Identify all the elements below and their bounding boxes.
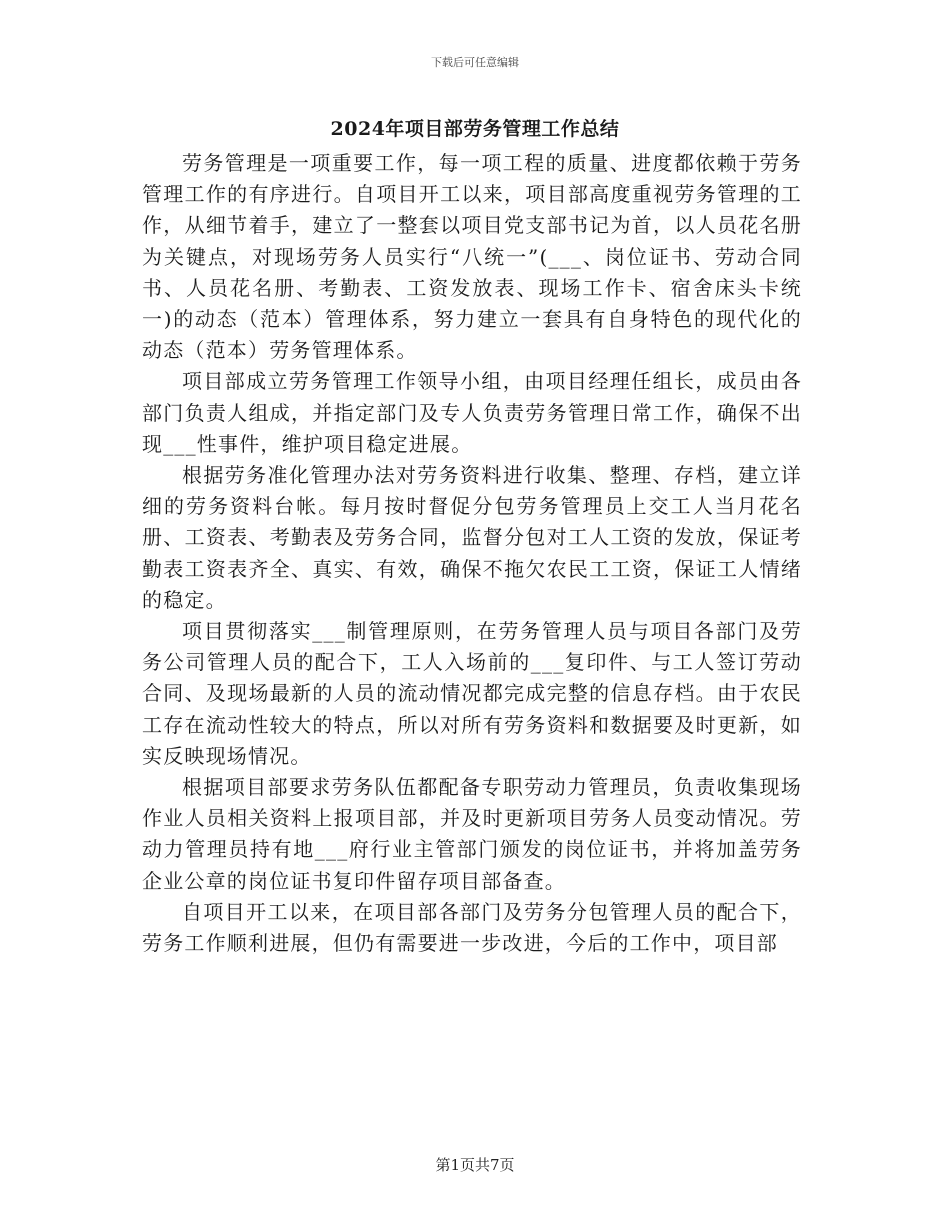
document-title: 2024年项目部劳务管理工作总结: [330, 118, 620, 140]
page-number: 第1页共7页: [435, 1156, 515, 1174]
paragraph-3: 根据劳务准化管理办法对劳务资料进行收集、整理、存档，建立详细的劳务资料台帐。每月按时督促分包劳务管理员上交工人当月花名册、工资表、考勤表及劳务合同，监督分包对工人工资的发放，保证考勤表工资表齐全、真实、有效，确保不拖欠农民工工资，保证工人情绪的稳定。: [142, 463, 802, 612]
document-body: [142, 148, 802, 959]
paragraph-5: 根据项目部要求劳务队伍都配备专职劳动力管理员，负责收集现场作业人员相关资料上报项目部，并及时更新项目劳务人员变动情况。劳动力管理员持有地___府行业主管部门颁发的岗位证书，并将加盖劳务企业公章的岗位证书复印件留存项目部备查。: [142, 775, 802, 893]
paragraph-1: 劳务管理是一项重要工作，每一项工程的质量、进度都依赖于劳务管理工作的有序进行。自项目开工以来，项目部高度重视劳务管理的工作，从细节着手，建立了一整套以项目党支部书记为首，以人员花名册为关键点，对现场劳务人员实行“八统一”(___、岗位证书、劳动合同书、人员花名册、考勤表、工资发放表、现场工作卡、宿舍床头卡统一)的动态（范本）管理体系，努力建立一套具有自身特色的现代化的动态（范本）劳务管理体系。: [142, 151, 802, 363]
paragraph-2: 项目部成立劳务管理工作领导小组，由项目经理任组长，成员由各部门负责人组成，并指定部门及专人负责劳务管理日常工作，确保不出现___性事件，维护项目稳定进展。: [142, 369, 802, 456]
paragraph-4: 项目贯彻落实___制管理原则，在劳务管理人员与项目各部门及劳务公司管理人员的配合下，工人入场前的___复印件、与工人签订劳动合同、及现场最新的人员的流动情况都完成完整的信息存档。由于农民工存在流动性较大的特点，所以对所有劳务资料和数据要及时更新，如实反映现场情况。: [142, 619, 802, 768]
paragraph-6: 自项目开工以来，在项目部各部门及劳务分包管理人员的配合下，劳务工作顺利进展，但仍有需要进一步改进，今后的工作中，项目部: [142, 899, 802, 956]
download-note: 下载后可任意编辑: [431, 56, 519, 69]
